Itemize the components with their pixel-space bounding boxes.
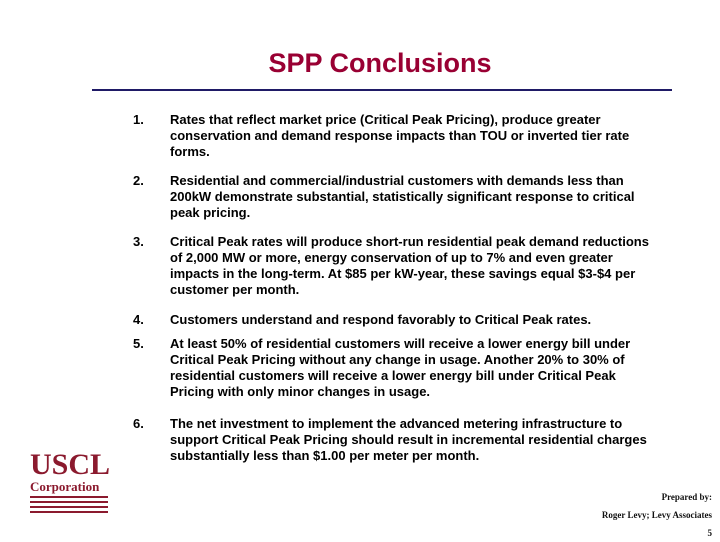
- item-text: At least 50% of residential customers will receive a lower energy bill under Critical Peak Pricing without any change in usage. Another 20% to 30% of residential customers will receive a lower energy bill under Critical Peak Pricing with only minor changes in usage.: [170, 336, 631, 399]
- item-text: Critical Peak rates will produce short-run residential peak demand reductions of 2,000 MW or more, energy conservation of up to 7% and even greater impacts in the long-term. At $85 per kW-year, these savings equal $3-$4 per customer per month.: [170, 234, 649, 297]
- prepared-by-label: Prepared by:: [661, 492, 712, 502]
- footer-credits: [602, 488, 712, 542]
- item-text: Rates that reflect market price (Critical Peak Pricing), produce greater conservation and demand response impacts than TOU or inverted tier rate forms.: [170, 112, 630, 159]
- author-name: Roger Levy; Levy Associates: [601, 510, 712, 520]
- item-text: Customers understand and respond favorably to Critical Peak rates.: [170, 312, 592, 327]
- logo-stripe: [30, 506, 108, 508]
- logo-name: USCL: [30, 448, 111, 481]
- item-number: 2.: [133, 173, 144, 188]
- item-number: 3.: [133, 234, 144, 249]
- title-divider: [92, 89, 672, 91]
- page-number: 5: [707, 528, 712, 538]
- uscl-logo: [30, 448, 111, 516]
- item-text: Residential and commercial/industrial customers with demands less than 200kW demonstrate substantial, statistically significant response to critical peak pricing.: [170, 173, 635, 220]
- item-text: The net investment to implement the advanced metering infrastructure to support Critical Peak Pricing should result in incremental residential charges substantially less than $1.00 per meter per month.: [170, 416, 647, 463]
- logo-stripe: [30, 496, 108, 498]
- item-number: 6.: [133, 416, 144, 431]
- slide-title: SPP Conclusions: [268, 48, 492, 78]
- item-number: 5.: [133, 336, 144, 351]
- item-number: 4.: [133, 312, 144, 327]
- item-number: 1.: [133, 112, 144, 127]
- logo-stripe: [30, 511, 108, 513]
- logo-subtitle: Corporation: [30, 479, 100, 494]
- logo-stripe: [30, 501, 108, 503]
- logo-stripes: [30, 496, 108, 513]
